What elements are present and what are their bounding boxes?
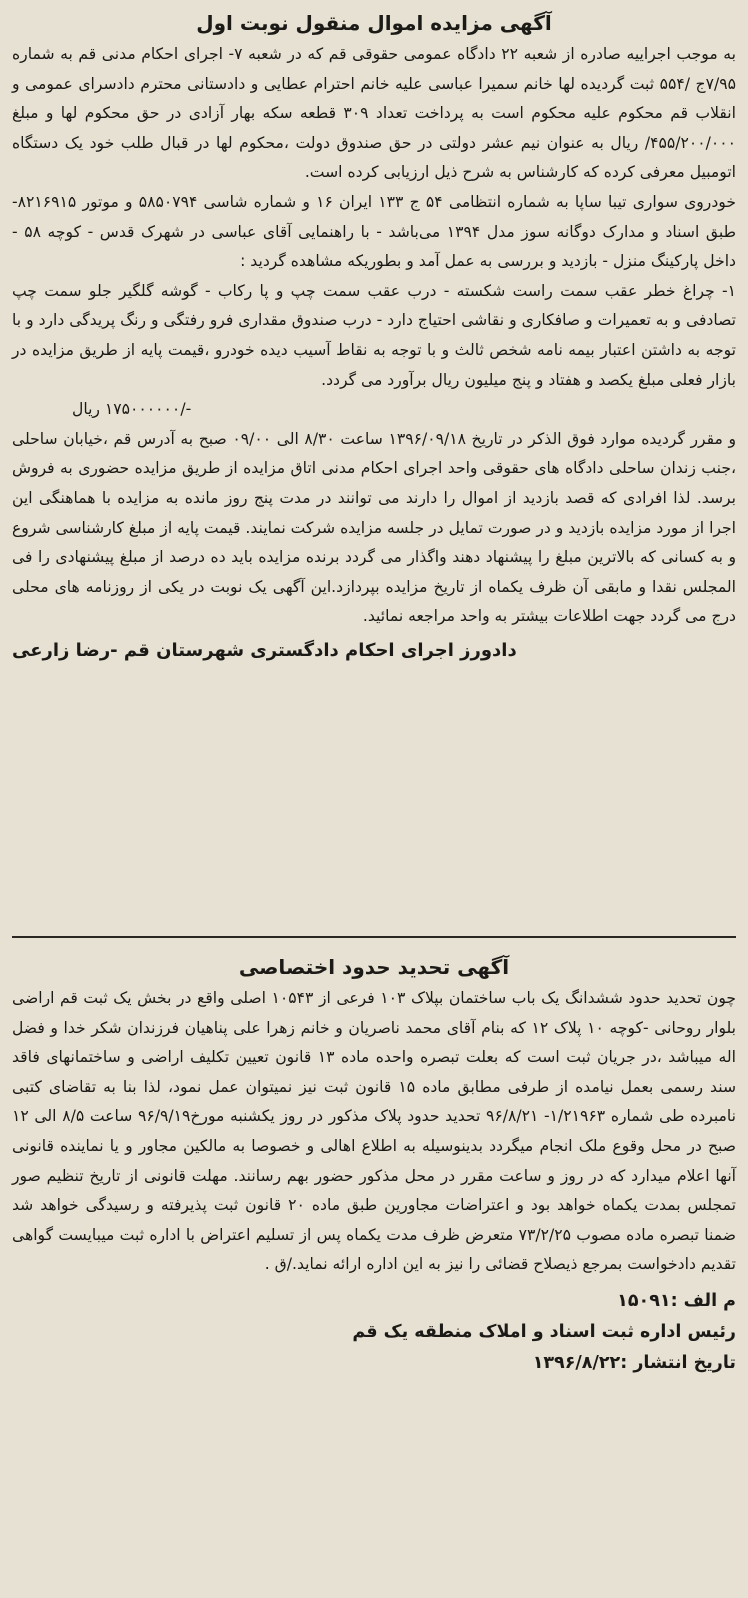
- auction-notice-paragraph-3: ۱- چراغ خطر عقب سمت راست شکسته - درب عقب سمت چپ و پا رکاب - گوشه گلگیر جلو سمت چپ تصادفی و به تعمیرات و صافکاری و نقاشی احتیاج دارد - درب صندوق مقداری فرو رفتگی و رنگ پریدگی دارد و با توجه به داشتن اعتبار بیمه نامه شخص ثالث و با توجه به نقاط آسیب دیده خودرو ،قیمت پایه از طریق مزایده در بازار فعلی مبلغ یکصد و هفتاد و پنج میلیون ریال برآورد می گردد.: [12, 281, 736, 389]
- auction-notice-title: آگهی مزایده اموال منقول نوبت اول: [196, 11, 552, 35]
- boundary-notice-publish-date: تاریخ انتشار :۱۳۹۶/۸/۲۲: [532, 1352, 736, 1373]
- auction-notice-paragraph-1: به موجب اجراییه صادره از شعبه ۲۲ دادگاه عمومی حقوقی قم که در شعبه ۷- اجرای احکام مدنی قم به شماره ۷/۹۵ج /۵۵۴ ثبت گردیده لها خانم سمیرا عباسی علیه خانم احترام عطایی و دادستانی محترم دادسرای عمومی و انقلاب قم محکوم علیه محکوم است به پرداخت تعداد ۳۰۹ قطعه سکه بهار آزادی در حق محکوم لها و مبلغ ۴۵۵/۲۰۰/۰۰۰/ ریال به عنوان نیم عشر دولتی در حق صندوق دولت ،محکوم لها در قبال طلب خود یک دستگاه اتومبیل معرفی کرده که کارشناس به شرح ذیل ارزیابی کرده است.: [12, 45, 737, 182]
- boundary-notice-reference: م الف :۱۵۰۹۱: [617, 1290, 736, 1311]
- auction-base-price: -/۱۷۵۰۰۰۰۰۰ ریال: [72, 400, 192, 419]
- auction-notice-signature: دادورز اجرای احکام دادگستری شهرستان قم -رضا زارعی: [12, 639, 517, 661]
- boundary-notice: [12, 938, 736, 1379]
- boundary-notice-paragraph: چون تحدید حدود ششدانگ یک باب ساختمان بپلاک ۱۰۳ فرعی از ۱۰۵۴۳ اصلی واقع در بخش یک ثبت قم اراضی بلوار روحانی -کوچه ۱۰ پلاک ۱۲ که بنام آقای محمد ناصریان و خانم زهرا علی پناهیان فرزندان شکر خدا و فضل اله میباشد ،در جریان ثبت است که بعلت تبصره واحده ماده ۱۳ قانون تعیین تکلیف اراضی و ساختمانهای فاقد سند رسمی بعمل نیامده از طرفی مطابق ماده ۱۵ قانون ثبت نیز نمیتوان عمل نمود، لذا بنا به تقاضای کتبی نامبرده طی شماره ۱/۲۱۹۶۳- ۹۶/۸/۲۱ تحدید حدود پلاک مذکور در روز یکشنبه مورخ۹۶/۹/۱۹ ساعت ۸/۵ الی ۱۲ صبح در محل وقوع ملک انجام میگردد بدینوسیله به اطلاع اهالی و خصوصا به مالکین مجاور و یا نماینده قانونی آنها اعلام میدارد که در روز و ساعت مقرر در محل مذکور حضور بهم رسانند. مهلت قانونی از تاریخ تنظیم صور تمجلس بمدت یکماه خواهد بود و اعتراضات مجاورین طبق ماده ۲۰ قانون ثبت پذیرفته و رسیدگی خواهد شد ضمنا تبصره ماده مصوب ۷۳/۲/۲۵ متعرض ظرف مدت یکماه پس از تسلیم اعتراض با اداره ثبت میبایست گواهی تقدیم دادخواست بمرجع ذیصلاح قضائی را نیز به این اداره ارائه نماید./ق .: [12, 989, 737, 1274]
- auction-notice: [12, 8, 736, 938]
- boundary-notice-issuer: رئیس اداره ثبت اسناد و املاک منطقه یک قم: [352, 1321, 736, 1342]
- auction-notice-paragraph-4: و مقرر گردیده موارد فوق الذکر در تاریخ ۱۳۹۶/۰۹/۱۸ ساعت ۸/۳۰ الی ۰۹/۰۰ صبح به آدرس قم ،خیابان ساحلی ،جنب زندان ساحلی دادگاه های حقوقی واحد اجرای احکام مدنی اتاق مزایده از طریق مزایده حضوری به فروش برسد. لذا افرادی که قصد بازدید از اموال را دارند می توانند در مدت پنج روز مانده به مزایده با هماهنگی این اجرا از مورد مزایده بازدید و در صورت تمایل در جلسه مزایده شرکت نمایند. قیمت پایه از مبلغ کارشناسی شروع و به کسانی که بالاترین مبلغ را پیشنهاد دهند واگذار می گردد برنده مزایده باید ده درصد از مبلغ پیشنهادی را فی المجلس نقدا و مابقی آن ظرف یکماه از تاریخ مزایده بپردازد.این آگهی یک نوبت در یکی از روزنامه های محلی درج می گردد جهت اطلاعات بیشتر به واحد مراجعه نمائید.: [12, 429, 736, 626]
- auction-notice-paragraph-2: خودروی سواری تیبا ساپا به شماره انتظامی ۵۴ ج ۱۳۳ ایران ۱۶ و شماره شاسی ۵۸۵۰۷۹۴ و موتور ۸۲۱۶۹۱۵- طبق اسناد و مدارک دوگانه سوز مدل ۱۳۹۴ می‌باشد - با راهنمایی آقای عباسی در شهرک قدس - کوچه ۵۸ - داخل پارکینگ منزل - بازدید و بررسی به عمل آمد و بطوریکه مشاهده گردید :: [12, 192, 736, 271]
- boundary-notice-title: آگهی تحدید حدود اختصاصی: [238, 955, 510, 979]
